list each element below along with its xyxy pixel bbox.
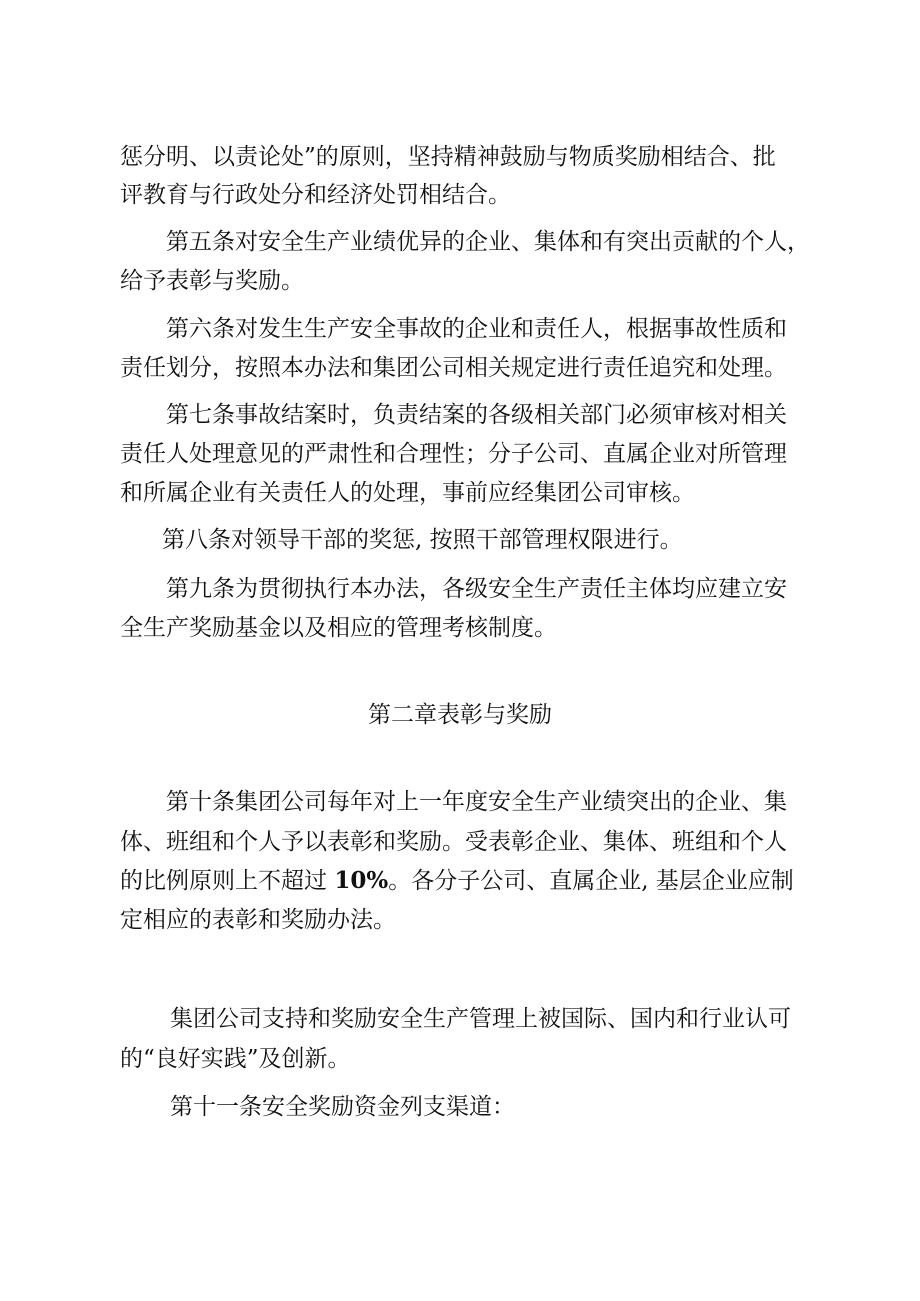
chapter-2-title: 第二章表彰与奖励 xyxy=(368,702,552,728)
article-6-line-1: 第六条对发生生产安全事故的企业和责任人，根据事故性质和 xyxy=(166,316,787,342)
article-5-line-2: 给予表彰与奖励。 xyxy=(120,268,304,294)
article-8-line-1: 第八条对领导干部的奖惩, 按照干部管理权限进行。 xyxy=(162,527,683,553)
article-7-line-2: 责任人处理意见的严肃性和合理性；分子公司、直属企业对所管理 xyxy=(120,441,787,467)
article-10-line-1: 第十条集团公司每年对上一年度安全生产业绩突出的企业、集 xyxy=(166,789,787,815)
article-7-line-1: 第七条事故结案时，负责结案的各级相关部门必须审核对相关 xyxy=(166,402,787,428)
article-10-line-3 xyxy=(120,866,794,896)
article-10-percentage: 10% xyxy=(334,867,389,894)
article-4-line-1: 惩分明、以责论处”的原则，坚持精神鼓励与物质奖励相结合、批 xyxy=(120,144,776,170)
article-9-line-2: 全生产奖励基金以及相应的管理考核制度。 xyxy=(120,615,557,641)
article-10-line-3-before: 的比例原则上不超过 xyxy=(120,868,335,894)
good-practice-line-2: 的“良好实践”及创新。 xyxy=(120,1046,351,1072)
article-7-line-3: 和所属企业有关责任人的处理，事前应经集团公司审核。 xyxy=(120,480,695,506)
article-10-line-4: 定相应的表彰和奖励办法。 xyxy=(120,907,396,933)
article-9-line-1: 第九条为贯彻执行本办法，各级安全生产责任主体均应建立安 xyxy=(166,576,787,602)
article-11-line-1: 第十一条安全奖励资金列支渠道： xyxy=(170,1094,515,1120)
article-5-line-1: 第五条对安全生产业绩优异的企业、集体和有突出贡献的个人， xyxy=(166,229,810,255)
good-practice-line-1: 集团公司支持和奖励安全生产管理上被国际、国内和行业认可 xyxy=(170,1006,791,1032)
article-10-line-3-after: 。各分子公司、直属企业, 基层企业应制 xyxy=(388,868,794,894)
article-10-line-2: 体、班组和个人予以表彰和奖励。受表彰企业、集体、班组和个人 xyxy=(120,829,787,855)
article-6-line-2: 责任划分，按照本办法和集团公司相关规定进行责任追究和处理。 xyxy=(120,355,787,381)
article-4-line-2: 评教育与行政处分和经济处罚相结合。 xyxy=(120,182,511,208)
